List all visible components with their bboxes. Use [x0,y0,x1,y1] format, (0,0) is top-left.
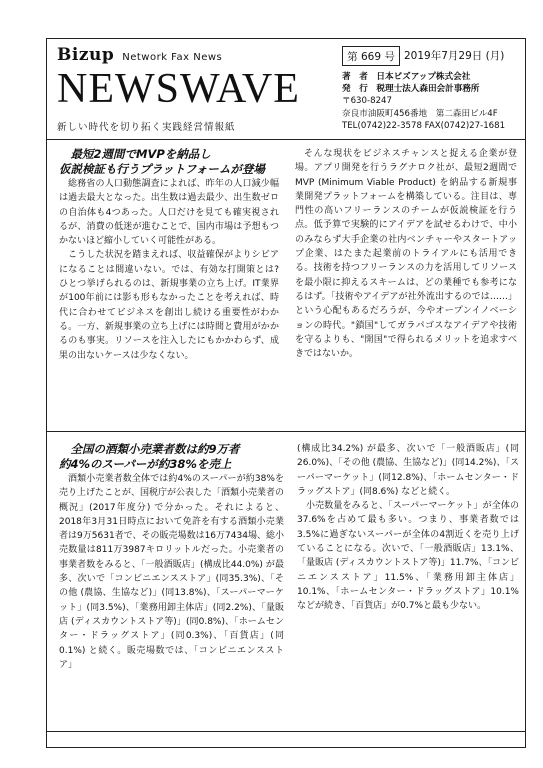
article2-headline-line2: 約4%のスーパーが約38%を売上 [59,457,232,471]
article1-paragraph: 総務省の人口動態調査によれば、昨年の人口減少幅は過去最大となった。出生数は過去最少、出生数ゼロの自治体も4つあった。人口だけを見ても確実視されるが、消費の低迷が進むことで、国内市場は予想もつかないほど縮小していく可能性がある。 [59,179,279,247]
publisher-line: TEL(0742)22-3578 FAX(0742)27-1681 [342,120,506,131]
publisher-line: 発 行 税理士法人森田会計事務所 [342,84,480,95]
article2-headline [59,442,284,472]
article1-headline [59,147,279,177]
article1-right-column [295,147,517,361]
tagline: 新しい時代を切り拓く実践経営情報紙 [57,122,236,133]
article1-left-column [59,147,279,363]
article2-right-column [297,442,519,614]
footer-divider [47,731,525,732]
publisher-line: 著 者 日本ビズアップ株式会社 [342,72,471,82]
brand-subtitle: Network Fax News [122,52,223,63]
article1-paragraph: こうした状況を踏まえれば、収益確保がよりシビアになることは間違いない。では、有効な打開策とは?ひとつ挙げられるのは、新規事業の立ち上げ。IT業界が100年前には影も形もなかったことを考えれば、時代に合わせてビジネスを創出し続ける重要性がわかる。一方、新規事業の立ち上げには時間と費用がかかるのも事実。リソースを注入したにもかかわらず、成果の出ないケースは少なくない。 [59,250,279,361]
article2-paragraph: 小売数量をみると、「スーパーマーケット」が全体の37.6%を占めて最も多い。つまり、事業者数では3.5%に過ぎないスーパーが全体の4割近くを売り上げていることになる。次いで、「一般酒販店」13.1%、「量販店 (ディスカウントストア等)」11.7%、「コンビニエンスストア」11.5%、「業務用卸主体店」10.1%、「ホームセンター・ドラッグストア」10.1%などが続き、「百貨店」が0.7%と最も少ない。 [297,501,519,612]
article1-headline-line2: 仮説検証も行うプラットフォームが登場 [59,162,265,176]
newsletter-frame [46,38,526,748]
brand-name [57,45,222,65]
article2-paragraph: 酒類小売業者数全体では約4%のスーパーが約38%を売り上げたことが、国税庁が公表した「酒類小売業者の概況」(2017年度分) で分かった。それによると、2018年3月31日時点において免許を有する酒類小売業者は9万5631者で、その販売場数は16万7434場、総小売数量は811万3987キロリットルだった。小売業者の事業者数をみると、「一般酒販店」(構成比44.0%) が最多、次いで「コンビニエンスストア」(同35.3%)、「その他 (農協、生協など)」(同13.8%)、「スーパーマーケット」(同3.5%)、「業務用卸主体店」(同2.2%)、「量販店 (ディスカウントストア等)」(同0.8%)、「ホームセンター・ドラッグストア」(同0.3%)、「百貨店」(同0.1%) と続く。販売場数では、「コンビニエンスストア」 [59,474,285,670]
article2-paragraph-continued: (構成比34.2%) が最多、次いで「一般酒販店」(同26.0%)、「その他 (農協、生協など)」(同14.2%)、「スーパーマーケット」(同12.8%)、「ホームセンター・ドラッグストア」(同8.6%) などと続く。 [297,444,519,497]
section-divider [47,431,525,432]
masthead-title: NEWSWAVE [57,66,300,112]
article1-paragraph: そんな現状をビジネスチャンスと捉える企業が登場。アプリ開発を行うラグナロク社が、最短2週間でMVP (Minimum Viable Product) を納品する新規事業開発プラットフォームを構築している。注目は、専門性の高いフリーランスのチームが仮説検証を行う点。低予算で実験的にアイデアを試せるわけで、中小のみならず大手企業の社内ベンチャーやスタートアップ企業、はたまた起業前のトライアルにも活用できる。技術を持つフリーランスの力を活用してリソースを最小限に抑えるスキームは、どの業種でも参考になるはず。「技術やアイデアが社外流出するのでは……」という心配もあるだろうが、今やオープンイノベーションの時代。"鎖国"してガラパゴスなアイデアや技術を守るよりも、"開国"で得られるメリットを追求すべきではないか。 [295,149,517,360]
publisher-line: 〒630-8247 [342,96,392,107]
article2-left-column [59,442,284,672]
header-divider [47,139,525,140]
article2-headline-line1: 全国の酒類小売業者数は約9万者 [70,442,240,456]
publisher-line: 奈良市油阪町456番地 第二森田ビル4F [342,108,498,119]
issue-date: 2019年7月29日 (月) [404,50,505,62]
article1-headline-line1: 最短2週間でMVPを納品し [70,147,211,161]
brand-text: Bizup [57,45,115,65]
publisher-info [342,71,522,132]
issue-number: 第 669 号 [342,46,400,66]
